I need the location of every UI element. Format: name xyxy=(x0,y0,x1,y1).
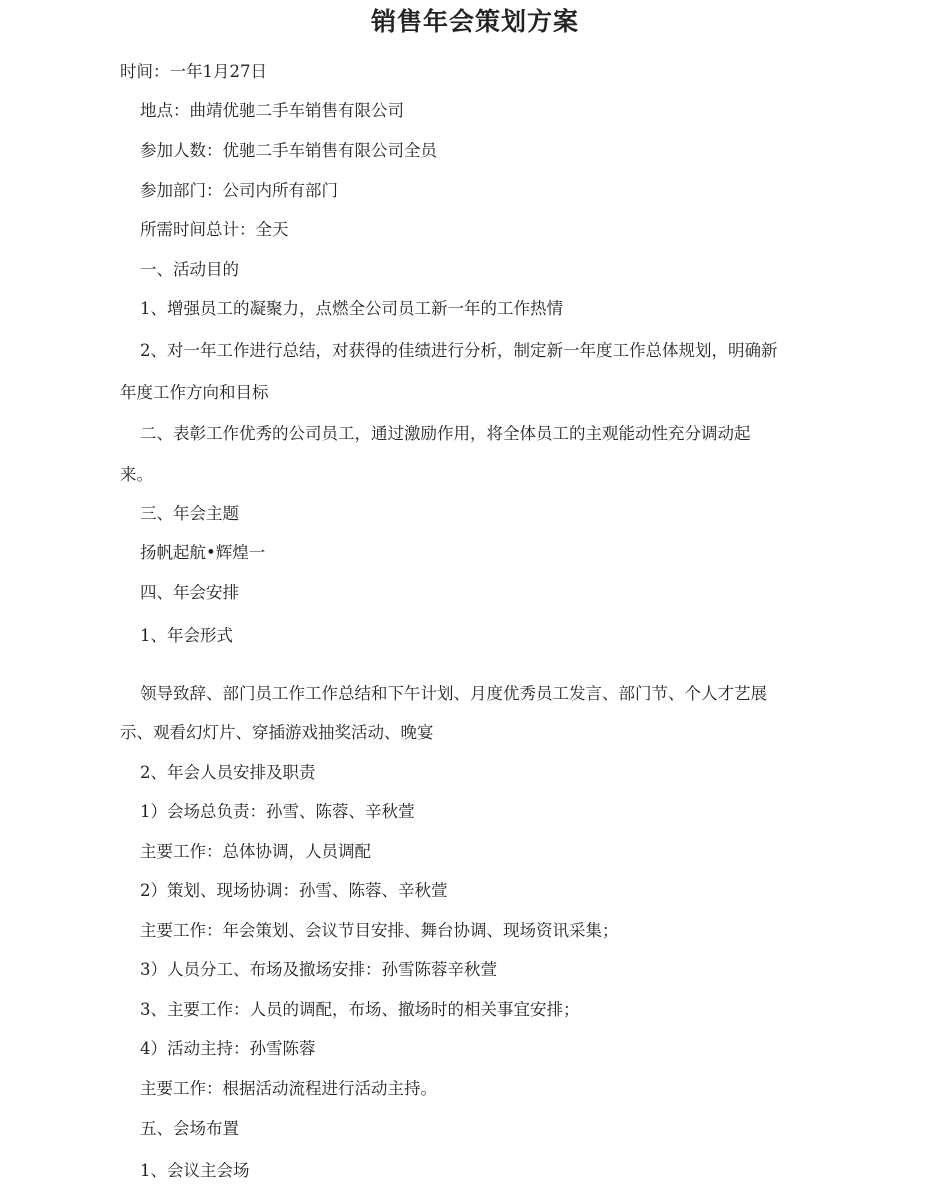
text-line: 来。 xyxy=(120,465,153,484)
text-line-departments: 参加部门：公司内所有部门 xyxy=(140,181,338,200)
text-line: 主要工作：总体协调，人员调配 xyxy=(140,842,371,861)
text-line-duration: 所需时间总计：全天 xyxy=(140,220,289,239)
text-line-attendees: 参加人数：优驰二手车销售有限公司全员 xyxy=(140,141,437,160)
text-line-location: 地点：曲靖优驰二手车销售有限公司 xyxy=(140,101,404,120)
text-line: 1、增强员工的凝聚力，点燃全公司员工新一年的工作热情 xyxy=(140,299,563,318)
section-heading-purpose: 一、活动目的 xyxy=(140,260,239,279)
section-heading-venue: 五、会场布置 xyxy=(140,1119,239,1138)
text-line: 年度工作方向和目标 xyxy=(120,383,269,402)
text-line-time: 时间：一年1月27日 xyxy=(120,62,267,81)
text-line: 1）会场总负责：孙雪、陈蓉、辛秋萱 xyxy=(140,802,415,821)
text-line: 2、年会人员安排及职责 xyxy=(140,763,316,782)
text-line: 主要工作：根据活动流程进行活动主持。 xyxy=(140,1079,437,1098)
text-line: 1、会议主会场 xyxy=(140,1161,250,1180)
text-line: 主要工作：年会策划、会议节目安排、舞台协调、现场资讯采集； xyxy=(140,921,619,940)
text-line: 领导致辞、部门员工作工作总结和下午计划、月度优秀员工发言、部门节、个人才艺展 xyxy=(140,684,767,703)
text-line: 2、对一年工作进行总结，对获得的佳绩进行分析，制定新一年度工作总体规划，明确新 xyxy=(140,341,778,360)
document-title: 销售年会策划方案 xyxy=(370,7,579,36)
text-line-theme: 扬帆起航•辉煌一 xyxy=(140,543,266,562)
text-line: 4）活动主持：孙雪陈蓉 xyxy=(140,1039,316,1058)
section-heading-theme: 三、年会主题 xyxy=(140,504,239,523)
text-line: 示、观看幻灯片、穿插游戏抽奖活动、晚宴 xyxy=(120,723,434,742)
text-line: 二、表彰工作优秀的公司员工，通过激励作用，将全体员工的主观能动性充分调动起 xyxy=(140,424,751,443)
text-line: 3、主要工作：人员的调配，布场、撤场时的相关事宜安排； xyxy=(140,1000,580,1019)
text-line: 1、年会形式 xyxy=(140,626,233,645)
section-heading-arrangement: 四、年会安排 xyxy=(140,583,239,602)
text-line: 3）人员分工、布场及撤场安排：孙雪陈蓉辛秋萱 xyxy=(140,960,497,979)
text-line: 2）策划、现场协调：孙雪、陈蓉、辛秋萱 xyxy=(140,881,448,900)
